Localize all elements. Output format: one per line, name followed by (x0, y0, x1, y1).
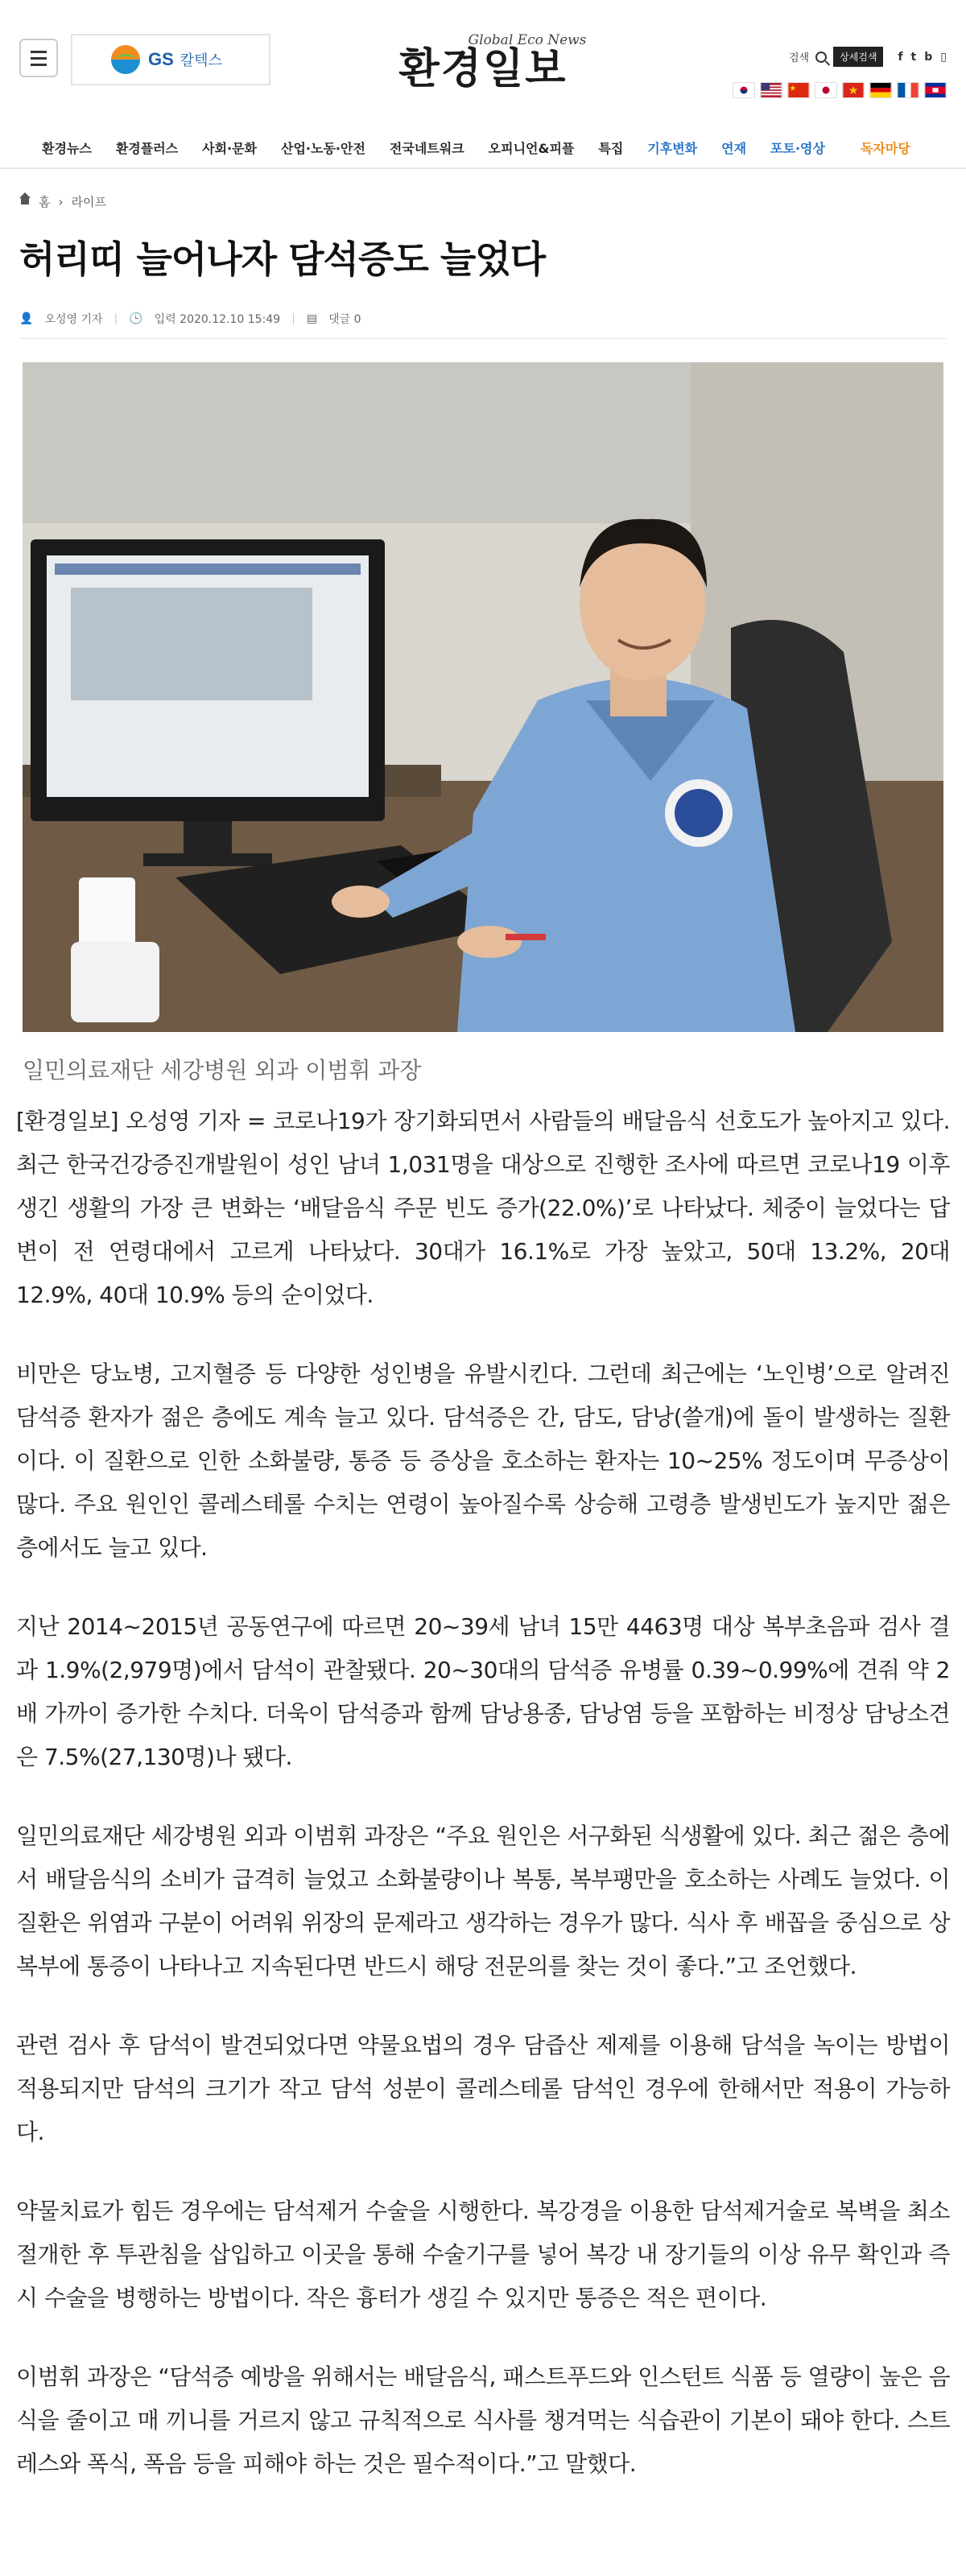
breadcrumb-section[interactable]: 라이프 (71, 195, 106, 209)
site-logo-korean: 환경일보 (398, 45, 568, 93)
author-icon: 👤 (19, 312, 34, 325)
article-paragraph: 비만은 당뇨병, 고지혈증 등 다양한 성인병을 유발시킨다. 그런데 최근에는 ‘노인병’으로 알려진 담석증 환자가 젊은 층에도 계속 늘고 있다. 담석증은 간, 담도, 담낭(쓸개)에 돌이 발생하는 질환이다. 이 질환으로 인한 소화불량, 통증 등 증상을 호소하는 환자는 10~25% 정도이며 무증상이 많다. 주요 원인인 콜레스테롤 수치는 연령이 높아질수록 상승해 고령층 발생빈도가 높지만 젊은 층에서도 늘고 있다. (16, 1360, 950, 1561)
ad-brand: GS (148, 49, 174, 69)
facebook-icon[interactable]: f (898, 50, 903, 64)
cambodia-flag-icon[interactable] (924, 82, 947, 98)
comment-icon: ▤ (306, 312, 318, 325)
twitter-icon[interactable]: t (910, 50, 917, 64)
nav-item-climate[interactable]: 기후변화 (647, 140, 698, 156)
article-paragraph: [환경일보] 오성영 기자 = 코로나19가 장기화되면서 사람들의 배달음식 선호도가 높아지고 있다. 최근 한국건강증진개발원이 성인 남녀 1,031명을 대상으로 진행한 조사에 따르면 코로나19 이후 생긴 생활의 가장 큰 변화는 ‘배달음식 주문 빈도 증가(22.0%)’로 나타났다. 체중이 늘었다는 답변이 전 연령대에서 고르게 나타났다. 30대가 16.1%로 가장 높았고, 50대 13.2%, 20대 12.9%, 40대 10.9% 등의 순이었다. (16, 1108, 950, 1308)
main-nav (0, 127, 966, 169)
korea-flag-icon[interactable] (733, 82, 755, 98)
nav-item-env-news[interactable]: 환경뉴스 (42, 140, 92, 156)
breadcrumb-home[interactable]: 홈 (39, 195, 51, 209)
japan-flag-icon[interactable] (815, 82, 837, 98)
germany-flag-icon[interactable] (869, 82, 892, 98)
nav-item-env-plus[interactable]: 환경플러스 (115, 140, 179, 156)
nav-item-series[interactable]: 연재 (721, 140, 747, 156)
article-paragraph: 지난 2014~2015년 공동연구에 따르면 20~39세 남녀 15만 4463명 대상 복부초음파 검사 결과 1.9%(2,979명)에서 담석이 관찰됐다. 20~30대의 담석증 유병률 0.39~0.99%에 견줘 약 2배 가까이 증가한 수치다. 더욱이 담석증과 함께 담낭용종, 담낭염 등을 포함하는 비정상 담낭소견은 7.5%(27,130명)나 됐다. (16, 1613, 950, 1770)
meta-divider-line (19, 338, 947, 339)
site-logo-english: Global Eco News (468, 32, 587, 48)
nav-item-photo-video[interactable]: 포토·영상 (770, 140, 825, 156)
article-photo (23, 362, 943, 1032)
article-paragraph: 관련 검사 후 담석이 발견되었다면 약물요법의 경우 담즙산 제제를 이용해 담석을 녹이는 방법이 적용되지만 담석의 크기가 작고 담석 성분이 콜레스테롤 담석인 경우에 한해서만 적용이 가능하다. (16, 2032, 950, 2145)
photo-caption: 일민의료재단 세강병원 외과 이범휘 과장 (23, 1057, 422, 1084)
nav-item-society-culture[interactable]: 사회·문화 (202, 140, 258, 156)
search-icon[interactable] (815, 52, 827, 63)
site-header (0, 0, 966, 129)
social-links (898, 51, 947, 64)
nav-item-special[interactable]: 특집 (598, 140, 624, 156)
search-label[interactable]: 검색 (788, 52, 810, 64)
article-paragraph: 일민의료재단 세강병원 외과 이범휘 과장은 “주요 원인은 서구화된 식생활에 있다. 최근 젊은 층에서 배달음식의 소비가 급격히 늘었고 소화불량이나 복통, 복부팽만을 호소하는 사례도 늘었다. 이 질환은 위염과 구분이 어려워 위장의 문제라고 생각하는 경우가 많다. 식사 후 배꼽을 중심으로 상복부에 통증이 나타나고 지속된다면 반드시 해당 전문의를 찾는 것이 좋다.”고 조언했다. (16, 1823, 950, 1979)
blog-icon[interactable]: b (924, 50, 933, 64)
china-flag-icon[interactable] (787, 82, 810, 98)
article-title: 허리띠 늘어나자 담석증도 늘었다 (19, 237, 546, 281)
header-tools (789, 47, 947, 67)
usa-flag-icon[interactable] (760, 82, 782, 98)
meta-divider: | (291, 312, 295, 325)
article-body (16, 1100, 950, 2521)
article-date: 입력 2020.12.10 15:49 (154, 313, 281, 326)
detail-search-button[interactable]: 상세검색 (833, 47, 883, 67)
clock-icon: 🕒 (129, 312, 143, 325)
france-flag-icon[interactable] (897, 82, 919, 98)
home-icon (19, 197, 31, 207)
nav-item-industry[interactable]: 산업·노동·안전 (281, 140, 365, 156)
ad-brand-sub: 칼텍스 (180, 52, 222, 69)
article-meta (19, 311, 361, 327)
language-flags (733, 82, 947, 98)
vietnam-flag-icon[interactable] (842, 82, 865, 98)
breadcrumb-separator: › (58, 194, 64, 209)
article-author: 오성영 기자 (44, 313, 103, 326)
article-paragraph: 약물치료가 힘든 경우에는 담석제거 수술을 시행한다. 복강경을 이용한 담석제거술로 복벽을 최소 절개한 후 투관침을 삽입하고 이곳을 통해 수술기구를 넣어 복강 내 장기들의 이상 유무 확인과 즉시 수술을 병행하는 방법이다. 작은 흉터가 생길 수 있지만 통증은 적은 편이다. (16, 2198, 950, 2311)
breadcrumb (19, 193, 106, 210)
meta-divider: | (114, 312, 118, 325)
mobile-icon[interactable]: ▯ (940, 50, 947, 64)
article-paragraph: 이범휘 과장은 “담석증 예방을 위해서는 배달음식, 패스트푸드와 인스턴트 식품 등 열량이 높은 음식을 줄이고 매 끼니를 거르지 않고 규칙적으로 식사를 챙겨먹는 식습관이 기본이 돼야 한다. 스트레스와 폭식, 폭음 등을 피해야 하는 것은 필수적이다.”고 말했다. (16, 2363, 950, 2477)
nav-item-opinion[interactable]: 오피니언&피플 (488, 140, 575, 156)
comment-count[interactable]: 댓글 0 (328, 313, 361, 326)
nav-item-readers[interactable]: 독자마당 (860, 140, 910, 156)
nav-item-network[interactable]: 전국네트워크 (389, 140, 464, 156)
